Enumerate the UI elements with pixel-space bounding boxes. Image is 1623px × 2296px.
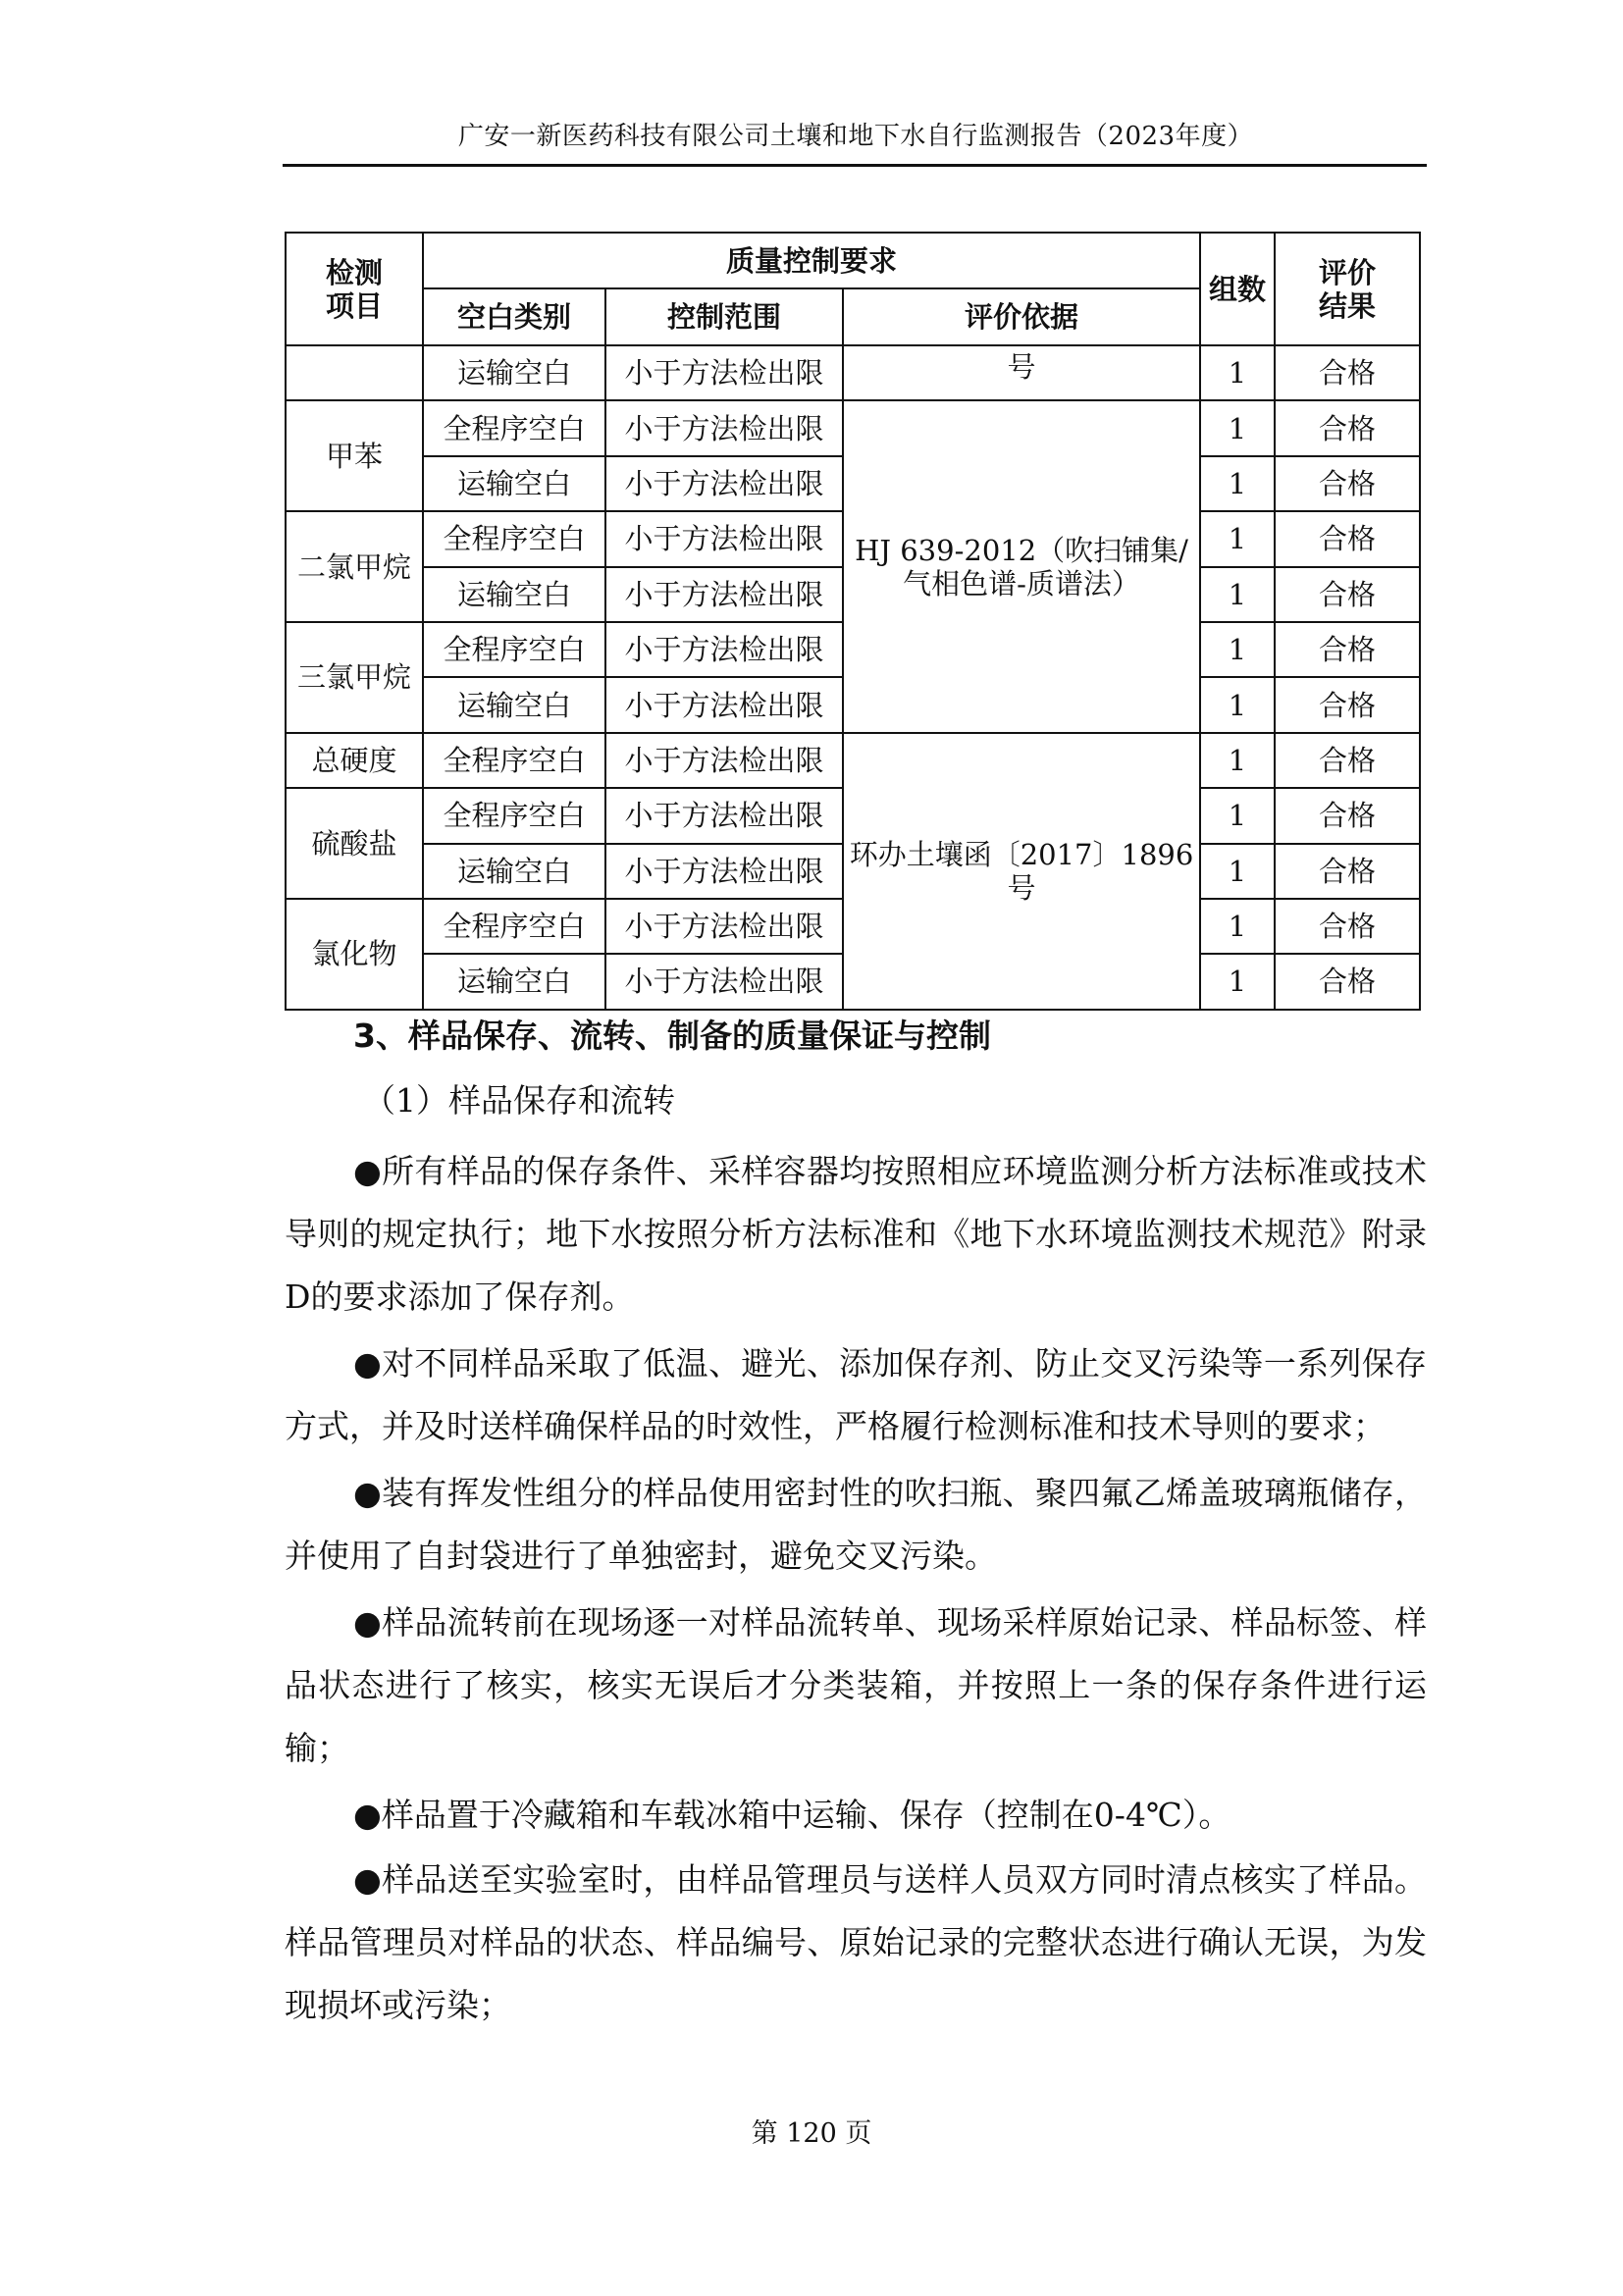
header-blank-type: 空白类别 <box>423 288 605 345</box>
header-groups: 组数 <box>1200 233 1275 345</box>
result-cell: 合格 <box>1275 456 1420 511</box>
control-range-cell: 小于方法检出限 <box>605 345 843 400</box>
blank-type-cell: 全程序空白 <box>423 899 605 954</box>
page-header: 广安一新医药科技有限公司土壤和地下水自行监测报告（2023年度） <box>457 122 1254 151</box>
control-range-cell: 小于方法检出限 <box>605 733 843 788</box>
result-cell: 合格 <box>1275 954 1420 1009</box>
blank-type-cell: 运输空白 <box>423 345 605 400</box>
item-cell: 二氯甲烷 <box>286 511 423 622</box>
result-cell: 合格 <box>1275 844 1420 899</box>
paragraph-volatile-samples: ●装有挥发性组分的样品使用密封性的吹扫瓶、聚四氟乙烯盖玻璃瓶储存，并使用了自封袋进行了单独密封，避免交叉污染。 <box>285 1474 1427 1575</box>
groups-cell: 1 <box>1200 733 1275 788</box>
header-rule <box>283 164 1427 167</box>
groups-cell: 1 <box>1200 511 1275 566</box>
blank-type-cell: 全程序空白 <box>423 400 605 455</box>
control-range-cell: 小于方法检出限 <box>605 844 843 899</box>
table-row <box>286 400 1420 455</box>
paragraph-storage-conditions: ●所有样品的保存条件、采样容器均按照相应环境监测分析方法标准或技术导则的规定执行；地下水按照分析方法标准和《地下水环境监测技术规范》附录D的要求添加了保存剂。 <box>285 1152 1427 1316</box>
item-cell: 甲苯 <box>286 400 423 511</box>
groups-cell: 1 <box>1200 788 1275 843</box>
item-cell: 三氯甲烷 <box>286 622 423 733</box>
groups-cell: 1 <box>1200 456 1275 511</box>
groups-cell: 1 <box>1200 954 1275 1009</box>
blank-type-cell: 运输空白 <box>423 954 605 1009</box>
item-cell: 硫酸盐 <box>286 788 423 899</box>
result-cell: 合格 <box>1275 677 1420 732</box>
control-range-cell: 小于方法检出限 <box>605 456 843 511</box>
paragraph-cold-storage: ●样品置于冷藏箱和车载冰箱中运输、保存（控制在0-4℃）。 <box>353 1796 1231 1834</box>
paragraph-storage-methods: ●对不同样品采取了低温、避光、添加保存剂、防止交叉污染等一系列保存方式，并及时送样确保样品的时效性，严格履行检测标准和技术导则的要求； <box>285 1344 1427 1445</box>
header-control-range: 控制范围 <box>605 288 843 345</box>
blank-type-cell: 运输空白 <box>423 456 605 511</box>
groups-cell: 1 <box>1200 677 1275 732</box>
item-cell: 氯化物 <box>286 899 423 1010</box>
header-item: 检测 项目 <box>286 233 423 345</box>
item-cell <box>286 345 423 400</box>
result-cell: 合格 <box>1275 899 1420 954</box>
header-qc-requirements: 质量控制要求 <box>423 233 1200 288</box>
section-title: 3、样品保存、流转、制备的质量保证与控制 <box>353 1017 991 1055</box>
result-cell: 合格 <box>1275 400 1420 455</box>
basis-cell: HJ 639-2012（吹扫铺集/气相色谱-质谱法） <box>843 400 1200 732</box>
result-cell: 合格 <box>1275 733 1420 788</box>
header-basis: 评价依据 <box>843 288 1200 345</box>
blank-type-cell: 全程序空白 <box>423 733 605 788</box>
result-cell: 合格 <box>1275 345 1420 400</box>
header-result: 评价 结果 <box>1275 233 1420 345</box>
paragraph-transfer-check: ●样品流转前在现场逐一对样品流转单、现场采样原始记录、样品标签、样品状态进行了核实，核实无误后才分类装箱，并按照上一条的保存条件进行运输； <box>285 1603 1427 1767</box>
groups-cell: 1 <box>1200 345 1275 400</box>
control-range-cell: 小于方法检出限 <box>605 400 843 455</box>
groups-cell: 1 <box>1200 400 1275 455</box>
groups-cell: 1 <box>1200 844 1275 899</box>
item-cell: 总硬度 <box>286 733 423 788</box>
basis-cell: 号 <box>843 345 1200 400</box>
section-subtitle: （1）样品保存和流转 <box>363 1081 675 1120</box>
table-row <box>286 345 1420 400</box>
control-range-cell: 小于方法检出限 <box>605 511 843 566</box>
table-row <box>286 733 1420 788</box>
control-range-cell: 小于方法检出限 <box>605 788 843 843</box>
blank-type-cell: 全程序空白 <box>423 788 605 843</box>
page-number: 第 120 页 <box>751 2118 872 2149</box>
result-cell: 合格 <box>1275 622 1420 677</box>
control-range-cell: 小于方法检出限 <box>605 677 843 732</box>
blank-type-cell: 全程序空白 <box>423 511 605 566</box>
paragraph-lab-receipt: ●样品送至实验室时，由样品管理员与送样人员双方同时清点核实了样品。样品管理员对样品的状态、样品编号、原始记录的完整状态进行确认无误，为发现损坏或污染； <box>285 1860 1427 2024</box>
blank-type-cell: 运输空白 <box>423 677 605 732</box>
result-cell: 合格 <box>1275 788 1420 843</box>
groups-cell: 1 <box>1200 899 1275 954</box>
basis-cell: 环办土壤函〔2017〕1896号 <box>843 733 1200 1010</box>
control-range-cell: 小于方法检出限 <box>605 567 843 622</box>
groups-cell: 1 <box>1200 567 1275 622</box>
result-cell: 合格 <box>1275 567 1420 622</box>
control-range-cell: 小于方法检出限 <box>605 954 843 1009</box>
result-cell: 合格 <box>1275 511 1420 566</box>
control-range-cell: 小于方法检出限 <box>605 622 843 677</box>
blank-type-cell: 全程序空白 <box>423 622 605 677</box>
groups-cell: 1 <box>1200 622 1275 677</box>
control-range-cell: 小于方法检出限 <box>605 899 843 954</box>
blank-type-cell: 运输空白 <box>423 844 605 899</box>
quality-control-table <box>285 232 1421 1011</box>
blank-type-cell: 运输空白 <box>423 567 605 622</box>
